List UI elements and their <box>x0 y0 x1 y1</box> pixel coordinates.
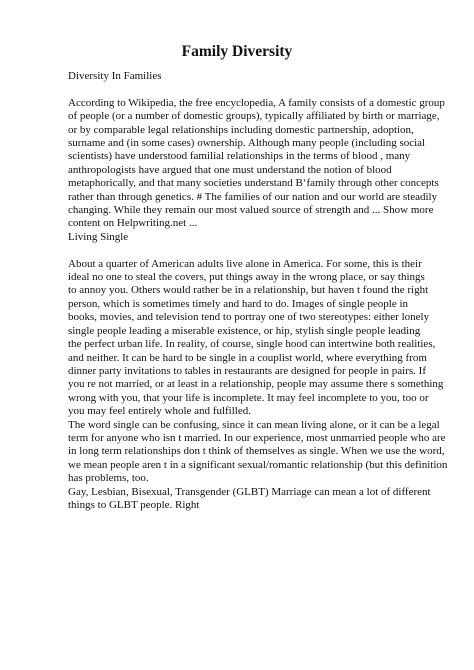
text-line: person, which is sometimes timely and hard to do. Images of single people in <box>68 297 409 310</box>
text-line: things to GLBT people. Right <box>68 498 200 511</box>
text-line: anthropologists have argued that one must understand the notion of blood <box>68 163 392 176</box>
spacer <box>68 244 408 257</box>
text-line: we mean people aren t in a significant sexual/romantic relationship (but this definition <box>68 458 448 471</box>
text-line: single people leading a miserable existence, or hip, stylish single people leading <box>68 324 421 337</box>
paragraph-2 <box>68 257 448 513</box>
subtitle: Diversity In Families <box>68 70 162 82</box>
text-line: About a quarter of American adults live alone in America. For some, this is their <box>68 257 422 270</box>
text-line: in long term relationships don t think of themselves as single. When we use the word, <box>68 445 445 458</box>
text-line: The word single can be confusing, since it can mean living alone, or it can be a legal <box>68 418 440 431</box>
text-line: ideal no one to steal the covers, put things away in the wrong place, or say things <box>68 271 425 284</box>
text-line: dinner party invitations to tables in restaurants are designed for people in pairs. If <box>68 364 427 377</box>
document-body <box>68 70 448 512</box>
text-line: books, movies, and television tend to portray one of two stereotypes: either lonely <box>68 311 430 324</box>
text-line: content on Helpwriting.net ... <box>68 217 198 230</box>
text-line: or by comparable legal relationships including domestic partnership, adoption, <box>68 123 414 136</box>
text-line: you re not married, or at least in a relationship, people may assume there s something <box>68 378 444 391</box>
page-title: Family Diversity <box>181 43 293 60</box>
paragraph-1 <box>68 96 445 231</box>
text-line: term for anyone who isn t married. In our experience, most unmarried people who are <box>68 431 446 444</box>
text-line: According to Wikipedia, the free encyclopedia, A family consists of a domestic group <box>68 96 445 109</box>
text-line: rather than through genetics. # The families of our nation and our world are steadily <box>68 190 438 203</box>
text-line: surname and (in some cases) ownership. Although many people (including social <box>68 137 426 150</box>
text-line: Gay, Lesbian, Bisexual, Transgender (GLBT) Marriage can mean a lot of different <box>68 485 431 498</box>
text-line: of people (or a number of domestic groups), typically affiliated by birth or marriage, <box>68 110 440 123</box>
text-line: you may feel entirely whole and fulfilled. <box>68 405 251 418</box>
section-heading: Living Single <box>68 230 129 243</box>
text-line: metaphorically, and that many societies understand B‘family through other concepts <box>68 177 439 190</box>
text-line: changing. While they remain our most valued source of strength and ... Show more <box>68 204 434 217</box>
text-line: has problems, too. <box>68 472 149 485</box>
text-line: wrong with you, that your life is incomplete. It may feel incomplete to you, too or <box>68 391 429 404</box>
spacer <box>68 83 408 96</box>
text-line: to annoy you. Others would rather be in a relationship, but haven t found the right <box>68 284 429 297</box>
text-line: scientists) have understood familial relationships in the terms of blood , many <box>68 150 411 163</box>
text-line: and neither. It can be hard to be single in a couplist world, where everything from <box>68 351 427 364</box>
text-line: the perfect urban life. In reality, of course, single hood can intertwine both realities, <box>68 338 436 351</box>
